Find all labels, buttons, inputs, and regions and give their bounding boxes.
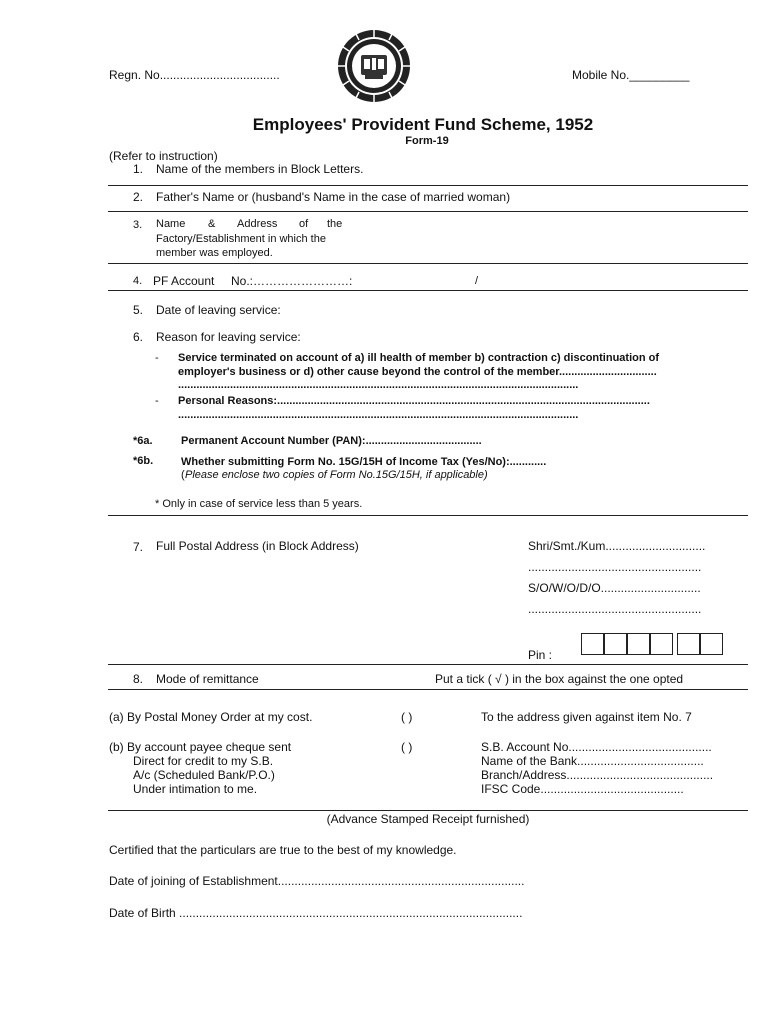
epfo-emblem-icon: [337, 29, 411, 103]
divider: [108, 185, 748, 186]
item-3-word: Name: [156, 218, 186, 230]
item-7-number: 7.: [133, 540, 144, 554]
item-2-number: 2.: [133, 190, 144, 204]
option-a-detail: To the address given against item No. 7: [481, 710, 692, 724]
option-b-line-3: A/c (Scheduled Bank/P.O.): [133, 768, 275, 782]
tick-instruction: Put a tick ( √ ) in the box against the one opted: [435, 672, 684, 686]
item-6b-number: *6b.: [133, 455, 154, 467]
pin-digit-box[interactable]: [627, 633, 650, 655]
item-5-number: 5.: [133, 303, 144, 317]
option-a-checkbox[interactable]: ( ): [401, 710, 413, 724]
item-5-label: Date of leaving service:: [156, 303, 281, 317]
form-title: Employees' Provident Fund Scheme, 1952: [252, 115, 594, 134]
item-1-label: Name of the members in Block Letters.: [156, 162, 364, 176]
divider: [108, 290, 748, 291]
item-6-number: 6.: [133, 330, 144, 344]
item-3-word: &: [208, 218, 216, 230]
item-8-label: Mode of remittance: [156, 672, 259, 686]
item-8-number: 8.: [133, 672, 144, 686]
reason-personal-line-2: ...................................................................................................................................: [178, 409, 579, 421]
pin-digit-box[interactable]: [677, 633, 700, 655]
branch-address-field: Branch/Address............................................: [481, 768, 714, 782]
option-postal-money-order: (a) By Postal Money Order at my cost.: [109, 710, 313, 724]
sb-account-field: S.B. Account No...........................................: [481, 740, 712, 754]
address-name-line: Shri/Smt./Kum..............................: [528, 539, 706, 553]
pin-digit-box[interactable]: [650, 633, 673, 655]
form-number: Form-19: [405, 135, 449, 147]
pin-digit-box[interactable]: [581, 633, 604, 655]
ifsc-code-field: IFSC Code...........................................: [481, 782, 684, 796]
reason-service-terminated-line-3: ...................................................................................................................................: [178, 379, 579, 391]
pf-account-no-field: No.:……………………:: [231, 274, 353, 288]
item-7-label: Full Postal Address (in Block Address): [156, 539, 359, 553]
mobile-no-field: Mobile No._________: [572, 68, 690, 82]
pin-digit-box[interactable]: [700, 633, 723, 655]
item-3-word: Address: [237, 218, 278, 230]
reason-personal-line-1: Personal Reasons:..........................................................................................................................: [178, 395, 650, 407]
option-b-line-4: Under intimation to me.: [133, 782, 258, 796]
pin-digit-box[interactable]: [604, 633, 627, 655]
form-15g-note-paren: (: [181, 469, 185, 481]
reason-service-terminated-line-1: Service terminated on account of a) ill health of member b) contraction c) discontinuation of: [178, 352, 660, 364]
bullet-dash: -: [155, 395, 159, 407]
item-4-number: 4.: [133, 275, 143, 287]
regn-no-field: Regn. No....................................: [109, 68, 280, 82]
option-b-line-2: Direct for credit to my S.B.: [133, 754, 274, 768]
item-3-number: 3.: [133, 219, 143, 231]
item-3-word: of: [299, 218, 309, 230]
option-cheque: (b) By account payee cheque sent: [109, 740, 292, 754]
address-line-2: ....................................................: [528, 560, 702, 574]
divider: [108, 263, 748, 264]
divider: [108, 689, 748, 690]
stamped-receipt-note: (Advance Stamped Receipt furnished): [326, 812, 530, 826]
divider: [108, 211, 748, 212]
footnote-service-less-5-years: * Only in case of service less than 5 years.: [155, 498, 363, 510]
item-4-label: PF Account: [153, 274, 215, 288]
form-15g-15h-field: Whether submitting Form No. 15G/15H of Income Tax (Yes/No):............: [181, 456, 547, 468]
certification-statement: Certified that the particulars are true to the best of my knowledge.: [109, 843, 457, 857]
date-of-joining-field: Date of joining of Establishment..........................................................................: [109, 874, 525, 888]
item-2-label: Father's Name or (husband's Name in the case of married woman): [156, 190, 511, 204]
item-3-line-2: Factory/Establishment in which the: [156, 233, 326, 245]
refer-instruction: (Refer to instruction): [109, 149, 218, 163]
divider: [108, 664, 748, 665]
divider: [108, 515, 748, 516]
date-of-birth-field: Date of Birth .......................................................................................................: [109, 906, 523, 920]
item-6a-number: *6a.: [133, 435, 153, 447]
item-6-label: Reason for leaving service:: [156, 330, 301, 344]
reason-service-terminated-line-2: employer's business or d) other cause beyond the control of the member................................: [178, 366, 657, 378]
pan-field: Permanent Account Number (PAN):......................................: [181, 435, 482, 447]
item-3-word: the: [327, 218, 343, 230]
option-b-checkbox[interactable]: ( ): [401, 740, 413, 754]
pf-account-slash: /: [475, 275, 479, 287]
bank-name-field: Name of the Bank......................................: [481, 754, 704, 768]
address-line-4: ....................................................: [528, 602, 702, 616]
pin-label: Pin :: [528, 648, 553, 662]
form-15g-note: Please enclose two copies of Form No.15G/15H, if applicable): [185, 469, 488, 481]
item-1-number: 1.: [133, 162, 144, 176]
address-relation-line: S/O/W/O/D/O..............................: [528, 581, 701, 595]
item-3-line-3: member was employed.: [156, 247, 273, 259]
divider: [108, 810, 748, 811]
bullet-dash: -: [155, 352, 159, 364]
